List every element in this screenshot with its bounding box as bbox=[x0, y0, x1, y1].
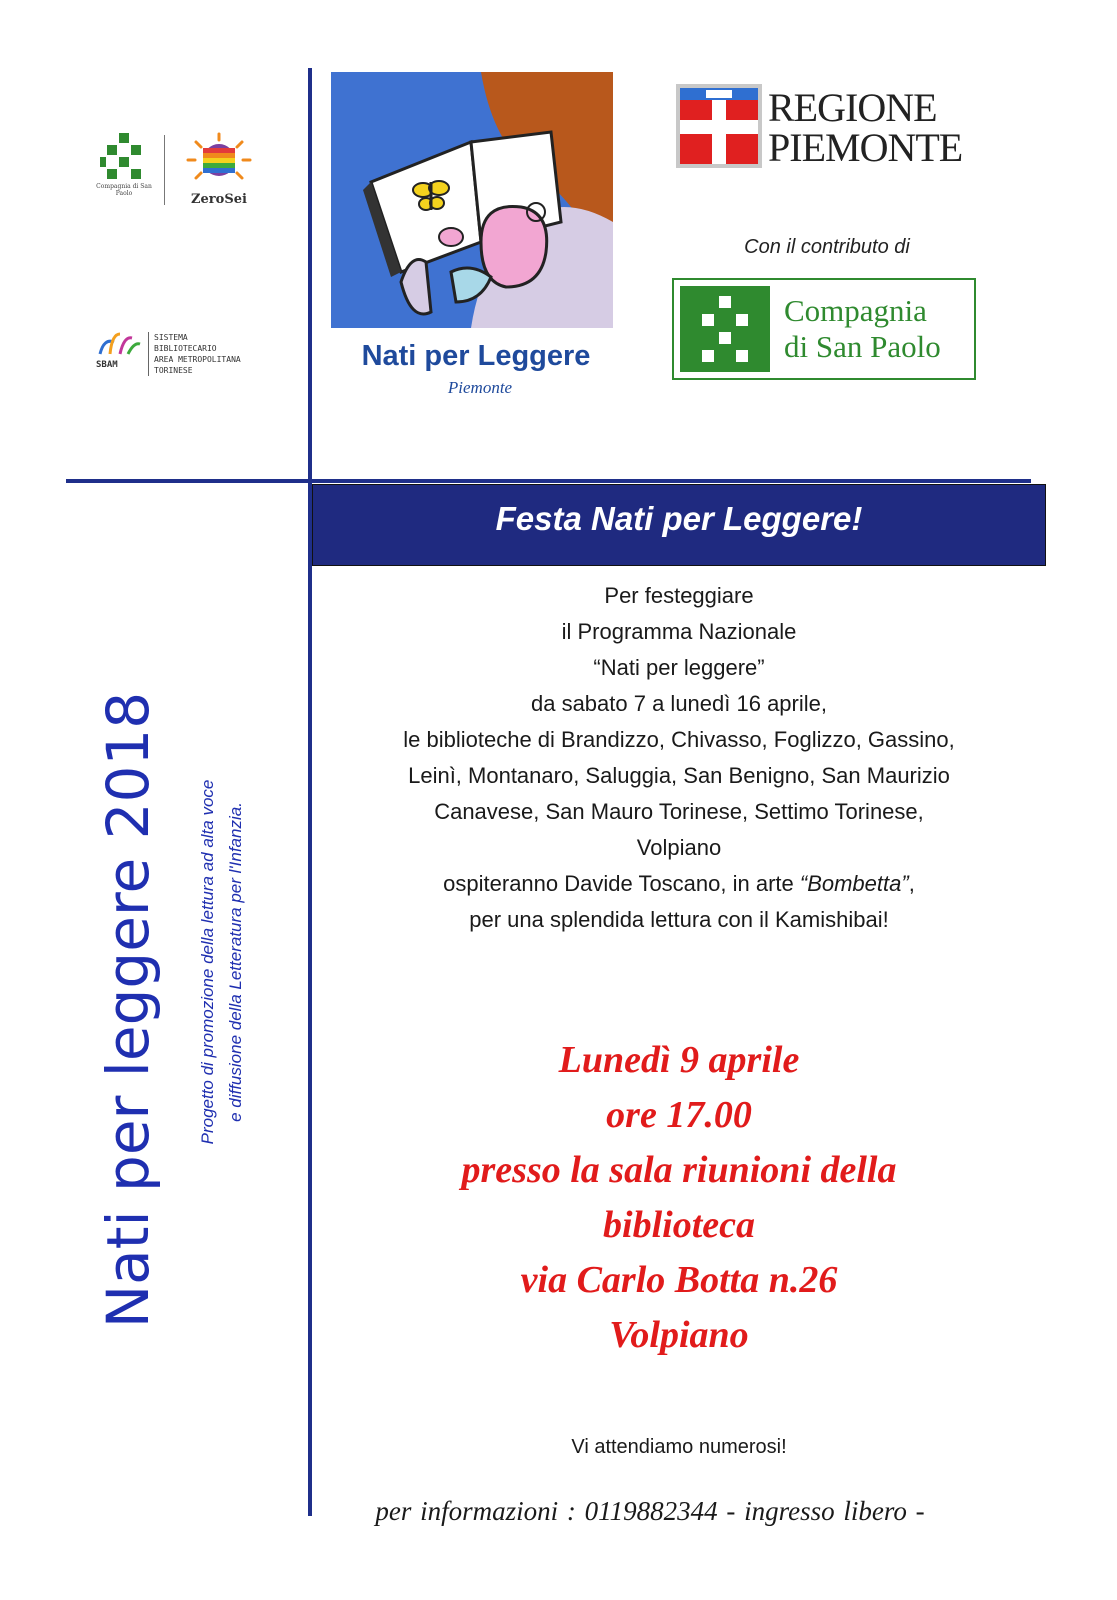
compagnia-san-paolo-logo bbox=[672, 278, 976, 380]
description-line: da sabato 7 a lunedì 16 aprile, bbox=[530, 691, 827, 716]
regione-piemonte-logo bbox=[676, 84, 986, 170]
description-line: il Programma Nazionale bbox=[561, 619, 797, 644]
side-subtitle-line2: e diffusione della Letteratura per l'Infanzia. bbox=[226, 802, 245, 1122]
sun-icon bbox=[174, 130, 264, 192]
logo-separator bbox=[164, 135, 165, 205]
description-line: Leinì, Montanaro, Saluggia, San Benigno, San Maurizio bbox=[408, 763, 950, 788]
zerosei-label: ZeroSei bbox=[191, 192, 247, 207]
event-place-line1: presso la sala riunioni della bbox=[461, 1149, 897, 1191]
description-host-line: ospiteranno Davide Toscano, in arte “Bombetta”, bbox=[443, 871, 915, 896]
nati-per-leggere-illustration bbox=[331, 72, 613, 328]
info-footer: per informazioni : 0119882344 - ingresso libero - bbox=[375, 1496, 925, 1526]
closing-line: Vi attendiamo numerosi! bbox=[571, 1436, 787, 1458]
compagnia-small-caption: Compagnia di San Paolo bbox=[96, 183, 152, 197]
horizontal-divider bbox=[66, 479, 1031, 483]
zerosei-logo bbox=[174, 130, 264, 212]
event-time: ore 17.00 bbox=[606, 1094, 752, 1136]
compagnia-line1: Compagnia bbox=[784, 293, 927, 328]
side-subtitle bbox=[194, 582, 250, 1342]
compagnia-line2: di San Paolo bbox=[784, 329, 941, 364]
event-banner-title: Festa Nati per Leggere! bbox=[495, 500, 863, 537]
description-line: Canavese, San Mauro Torinese, Settimo Torinese, bbox=[434, 799, 924, 824]
performer-name: “Bombetta” bbox=[799, 871, 909, 896]
event-details bbox=[312, 1033, 1046, 1363]
sbam-swirl-icon bbox=[94, 328, 144, 360]
description-line: le biblioteche di Brandizzo, Chivasso, Foglizzo, Gassino, bbox=[403, 727, 955, 752]
event-date: Lunedì 9 aprile bbox=[558, 1039, 800, 1081]
description-line: per una splendida lettura con il Kamishibai! bbox=[469, 907, 889, 932]
sbam-logo bbox=[92, 328, 282, 380]
event-city: Volpiano bbox=[609, 1314, 749, 1356]
compagnia-san-paolo-small-logo bbox=[96, 133, 152, 213]
description-line: Per festeggiare bbox=[604, 583, 754, 608]
side-title: Nati per leggere 2018 bbox=[94, 691, 162, 1329]
contributo-label: Con il contributo di bbox=[744, 236, 910, 258]
sbam-name: SBAM bbox=[96, 360, 118, 370]
regione-line2: PIEMONTE bbox=[768, 125, 963, 170]
nati-per-leggere-subtitle: Piemonte bbox=[447, 378, 513, 397]
nati-per-leggere-title: Nati per Leggere bbox=[361, 340, 591, 372]
description-line: Volpiano bbox=[636, 835, 722, 860]
regione-flag-icon bbox=[676, 84, 762, 168]
sbam-description: SISTEMA BIBLIOTECARIO AREA METROPOLITANA TORINESE bbox=[154, 333, 241, 375]
event-place-line2: biblioteca bbox=[603, 1204, 755, 1246]
event-address: via Carlo Botta n.26 bbox=[520, 1259, 838, 1301]
description-line: “Nati per leggere” bbox=[593, 655, 765, 680]
side-subtitle-line1: Progetto di promozione della lettura ad alta voce bbox=[198, 779, 217, 1145]
regione-line1: REGIONE bbox=[768, 85, 937, 130]
event-description bbox=[312, 578, 1046, 938]
